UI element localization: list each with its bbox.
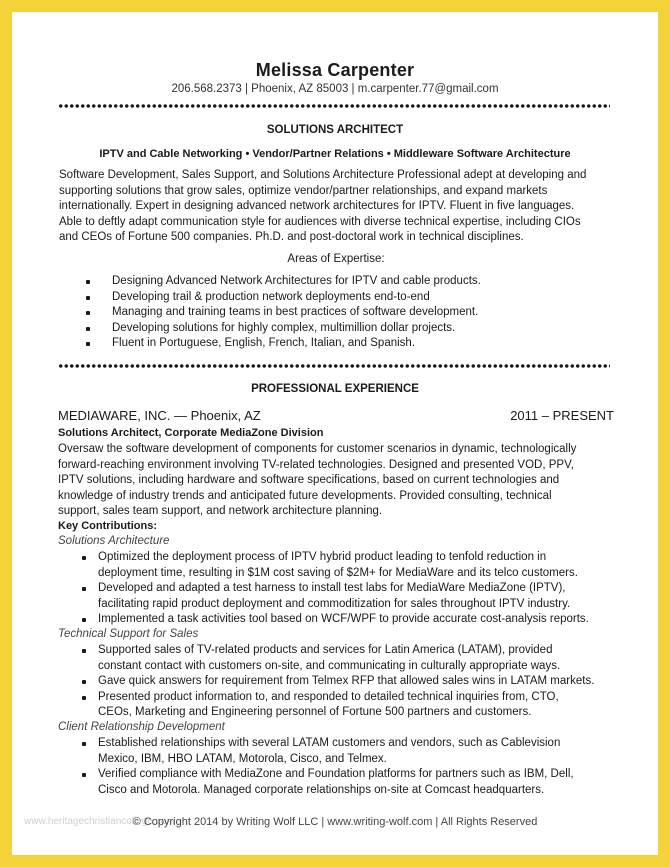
company-name: MEDIAWARE, INC. — Phoenix, AZ: [58, 408, 261, 423]
expertise-item: Managing and training teams in best practices of software development.: [112, 305, 612, 321]
summary-paragraph: [59, 168, 615, 246]
experience-heading: PROFESSIONAL EXPERIENCE: [251, 383, 419, 395]
summary-line: internationally. Expert in designing advanced network architectures for IPTV. Fluent in five languages.: [59, 200, 575, 213]
group-items: [98, 643, 614, 721]
group-items: [98, 736, 614, 798]
resume-name: Melissa Carpenter: [255, 60, 415, 80]
job-line: knowledge of industry trends and anticipated future developments. Provided consulting, technical: [58, 489, 552, 502]
group-label: Solutions Architecture: [58, 535, 170, 547]
group-label: Client Relationship Development: [58, 721, 225, 733]
expertise-list: [112, 274, 612, 352]
contribution-item: Optimized the deployment process of IPTV hybrid product leading to tenfold reduction in deployment time, resulting in $1M cost saving of $2M+ for MediaWare and its telco customers.: [98, 550, 614, 581]
job-dates: 2011 – PRESENT: [510, 408, 614, 423]
job-description: [58, 442, 614, 520]
summary-line: and CEOs of Fortune 500 companies. Ph.D. and post-doctoral work in technical disciplines.: [59, 231, 524, 244]
summary-heading: SOLUTIONS ARCHITECT: [266, 124, 404, 136]
contributions-label: Key Contributions:: [58, 520, 157, 532]
expertise-item: Fluent in Portuguese, English, French, Italian, and Spanish.: [112, 336, 612, 352]
job-header: [58, 408, 614, 423]
job-line: forward-reaching environment involving TV-related technologies. Designed and presented VOD, PPV,: [58, 458, 574, 471]
expertise-item: Developing trail & production network deployments end-to-end: [112, 290, 612, 306]
expertise-item: Developing solutions for highly complex, multimillion dollar projects.: [112, 321, 612, 337]
job-line: support, sales team support, and network architecture planning.: [58, 505, 383, 518]
summary-tagline: IPTV and Cable Networking • Vendor/Partner Relations • Middleware Software Architecture: [99, 148, 571, 160]
group-items: [98, 550, 614, 628]
group-label: Technical Support for Sales: [58, 628, 199, 640]
contribution-item: Gave quick answers for requirement from Telmex RFP that allowed sales wins in LATAM markets.: [98, 674, 614, 690]
divider-middle: [58, 364, 610, 368]
job-line: Oversaw the software development of components for customer scenarios in dynamic, technologically: [58, 443, 577, 455]
summary-line: Able to deftly adapt communication style for audiences with diverse technical expertise, including CIOs: [59, 215, 581, 228]
contribution-item: Established relationships with several LATAM customers and vendors, such as Cablevision Mexico, IBM, HBO LATAM, Motorola, Cisco, and Telmex.: [98, 736, 614, 767]
contact-line: 206.568.2373 | Phoenix, AZ 85003 | m.carpenter.77@gmail.com: [171, 83, 499, 95]
watermark: www.heritagechristiancollege.com: [24, 816, 175, 827]
contribution-item: Implemented a task activities tool based on WCF/WPF to provide accurate cost-analysis reports.: [98, 612, 614, 628]
expertise-label: Areas of Expertise:: [287, 253, 385, 265]
divider-top: [58, 104, 610, 108]
footer-copyright: © Copyright 2014 by Writing Wolf LLC | www.writing-wolf.com | All Rights Reserved: [132, 816, 538, 828]
job-role: Solutions Architect, Corporate MediaZone Division: [58, 427, 324, 439]
expertise-item: Designing Advanced Network Architectures for IPTV and cable products.: [112, 274, 612, 290]
job-line: IPTV solutions, including hardware and software specifications, based on current technologies and: [58, 474, 560, 487]
summary-line: supporting solutions that grow sales, optimize vendor/partner relationships, and expand markets: [59, 184, 548, 197]
contribution-item: Presented product information to, and responded to detailed technical inquiries from, CTO, CEOs, Marketing and Engineering personnel of Fortune 500 partners and customers.: [98, 690, 614, 721]
contribution-item: Developed and adapted a test harness to install test labs for MediaWare MediaZone (IPTV), facilitating rapid product deployment and commoditization for sales throughout IPTV industry.: [98, 581, 614, 612]
contribution-item: Verified compliance with MediaZone and Foundation platforms for partners such as IBM, Dell, Cisco and Motorola. Managed corporate relationships on-site at Comcast headquarters.: [98, 767, 614, 798]
resume-page: [12, 12, 658, 855]
contribution-item: Supported sales of TV-related products and services for Latin America (LATAM), provided constant contact with customers on-site, and communicating in culturally appropriate ways.: [98, 643, 614, 674]
summary-line: Software Development, Sales Support, and Solutions Architecture Professional adept at developing and: [59, 169, 587, 181]
